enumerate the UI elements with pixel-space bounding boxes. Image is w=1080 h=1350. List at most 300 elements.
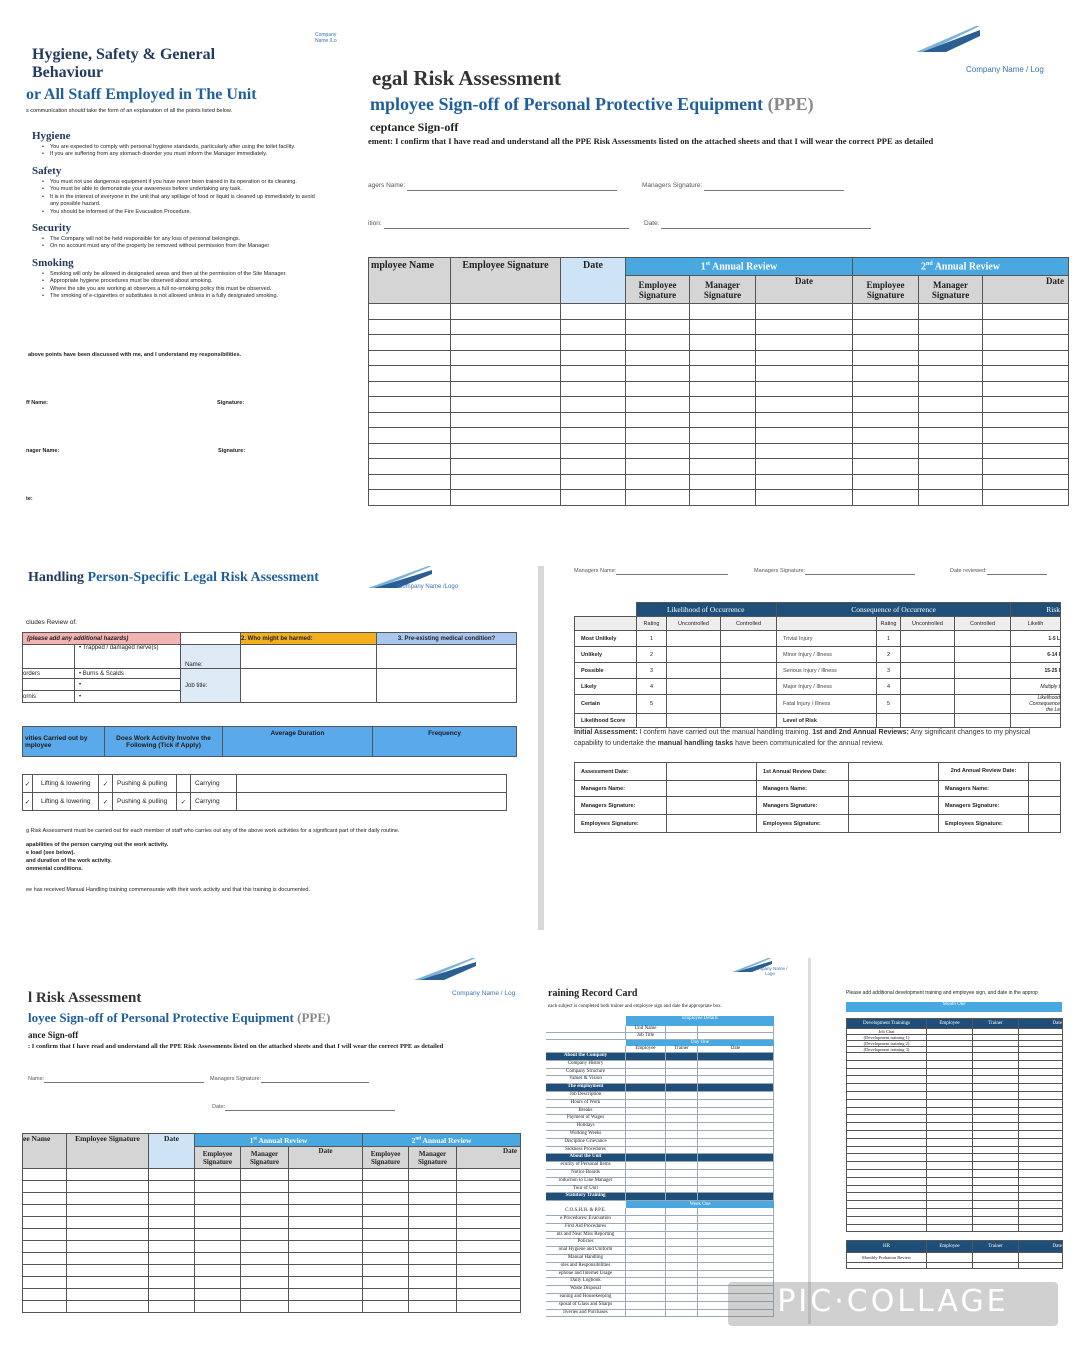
- table-cell[interactable]: [927, 1208, 973, 1216]
- training-cell[interactable]: [698, 1239, 774, 1246]
- uncontrolled-cell[interactable]: [901, 631, 955, 647]
- table-cell[interactable]: [241, 1181, 289, 1193]
- table-cell[interactable]: [927, 1154, 973, 1162]
- job-title-value[interactable]: [241, 669, 377, 703]
- table-cell[interactable]: [457, 1289, 521, 1301]
- training-cell[interactable]: [698, 1115, 774, 1122]
- table-cell[interactable]: [983, 474, 1069, 490]
- uncontrolled-cell[interactable]: [901, 679, 955, 695]
- table-cell[interactable]: [853, 474, 919, 490]
- table-cell[interactable]: [67, 1241, 149, 1253]
- table-cell[interactable]: [919, 304, 983, 320]
- training-cell[interactable]: [626, 1294, 666, 1301]
- training-cell[interactable]: [626, 1247, 666, 1254]
- table-cell[interactable]: [1019, 1201, 1063, 1209]
- controlled-cell[interactable]: [955, 679, 1011, 695]
- table-cell[interactable]: [561, 304, 626, 320]
- table-cell[interactable]: [149, 1205, 195, 1217]
- table-cell[interactable]: [919, 428, 983, 444]
- name-value[interactable]: [241, 645, 377, 669]
- training-cell[interactable]: [698, 1026, 774, 1032]
- table-cell[interactable]: [149, 1289, 195, 1301]
- table-cell[interactable]: [363, 1193, 409, 1205]
- table-cell[interactable]: [973, 1084, 1019, 1092]
- table-cell[interactable]: [847, 1107, 927, 1115]
- table-cell[interactable]: [973, 1177, 1019, 1185]
- training-cell[interactable]: [698, 1147, 774, 1154]
- table-cell[interactable]: [289, 1289, 363, 1301]
- tick-box[interactable]: ✓: [99, 775, 113, 793]
- table-cell[interactable]: [67, 1253, 149, 1265]
- training-cell[interactable]: [666, 1139, 698, 1146]
- table-cell[interactable]: [853, 350, 919, 366]
- training-cell[interactable]: [698, 1170, 774, 1177]
- table-cell[interactable]: [853, 366, 919, 382]
- table-cell[interactable]: [927, 1138, 973, 1146]
- training-cell[interactable]: [666, 1286, 698, 1293]
- table-cell[interactable]: [927, 1053, 973, 1061]
- table-cell[interactable]: [973, 1201, 1019, 1209]
- training-cell[interactable]: [698, 1255, 774, 1262]
- table-cell[interactable]: [289, 1253, 363, 1265]
- table-cell[interactable]: [195, 1265, 241, 1277]
- training-cell[interactable]: [626, 1263, 666, 1270]
- table-cell[interactable]: [289, 1265, 363, 1277]
- table-cell[interactable]: [561, 412, 626, 428]
- training-cell[interactable]: [626, 1069, 666, 1076]
- table-cell[interactable]: [973, 1138, 1019, 1146]
- table-cell[interactable]: [983, 428, 1069, 444]
- table-cell[interactable]: [369, 397, 451, 413]
- table-cell[interactable]: [919, 474, 983, 490]
- controlled-cell[interactable]: [721, 631, 777, 647]
- table-cell[interactable]: [853, 490, 919, 506]
- uncontrolled-cell[interactable]: [667, 647, 721, 663]
- table-cell[interactable]: [853, 381, 919, 397]
- training-cell[interactable]: [626, 1076, 666, 1083]
- table-cell[interactable]: [195, 1181, 241, 1193]
- table-cell[interactable]: [241, 1277, 289, 1289]
- table-cell[interactable]: [23, 1229, 67, 1241]
- table-cell[interactable]: [973, 1193, 1019, 1201]
- training-cell[interactable]: [698, 1123, 774, 1130]
- training-cell[interactable]: [698, 1271, 774, 1278]
- table-cell[interactable]: [973, 1068, 1019, 1076]
- table-cell[interactable]: [847, 1162, 927, 1170]
- table-cell[interactable]: [369, 443, 451, 459]
- table-cell[interactable]: [457, 1217, 521, 1229]
- table-cell[interactable]: [847, 1208, 927, 1216]
- table-cell[interactable]: [149, 1217, 195, 1229]
- date-field[interactable]: [644, 220, 871, 229]
- table-cell[interactable]: [626, 381, 690, 397]
- training-cell[interactable]: [666, 1170, 698, 1177]
- table-cell[interactable]: [363, 1205, 409, 1217]
- training-cell[interactable]: [666, 1061, 698, 1068]
- training-cell[interactable]: [626, 1224, 666, 1231]
- table-cell[interactable]: [369, 412, 451, 428]
- tick-box[interactable]: ✓: [99, 793, 113, 811]
- table-cell[interactable]: [23, 1217, 67, 1229]
- table-cell[interactable]: [626, 350, 690, 366]
- training-cell[interactable]: [698, 1162, 774, 1169]
- table-cell[interactable]: [847, 1084, 927, 1092]
- table-cell[interactable]: [626, 428, 690, 444]
- table-cell[interactable]: [409, 1205, 457, 1217]
- table-cell[interactable]: [983, 366, 1069, 382]
- table-cell[interactable]: [847, 1076, 927, 1084]
- table-cell[interactable]: [756, 459, 853, 475]
- table-cell[interactable]: [241, 1301, 289, 1313]
- table-cell[interactable]: [927, 1169, 973, 1177]
- table-cell[interactable]: [363, 1253, 409, 1265]
- training-cell[interactable]: Unit Name: [626, 1026, 666, 1032]
- training-cell[interactable]: [698, 1186, 774, 1193]
- table-cell[interactable]: [561, 381, 626, 397]
- table-cell[interactable]: [67, 1169, 149, 1181]
- table-cell[interactable]: [451, 350, 561, 366]
- table-cell[interactable]: [457, 1169, 521, 1181]
- table-cell[interactable]: [23, 1265, 67, 1277]
- table-cell[interactable]: [853, 397, 919, 413]
- table-cell[interactable]: [973, 1053, 1019, 1061]
- cell[interactable]: [1019, 1253, 1063, 1263]
- table-cell[interactable]: [847, 1091, 927, 1099]
- table-cell[interactable]: [1019, 1154, 1063, 1162]
- table-cell[interactable]: [457, 1205, 521, 1217]
- table-cell[interactable]: [289, 1277, 363, 1289]
- table-cell[interactable]: [241, 1265, 289, 1277]
- table-cell[interactable]: [241, 1193, 289, 1205]
- table-cell[interactable]: [409, 1169, 457, 1181]
- training-cell[interactable]: [626, 1131, 666, 1138]
- training-cell[interactable]: [626, 1170, 666, 1177]
- table-cell[interactable]: [363, 1217, 409, 1229]
- table-cell[interactable]: [927, 1060, 973, 1068]
- training-cell[interactable]: [698, 1232, 774, 1239]
- table-cell[interactable]: [23, 1301, 67, 1313]
- training-cell[interactable]: [626, 1302, 666, 1309]
- table-cell[interactable]: [241, 1169, 289, 1181]
- table-cell[interactable]: [457, 1229, 521, 1241]
- training-cell[interactable]: [666, 1278, 698, 1285]
- table-cell[interactable]: [690, 490, 756, 506]
- medical-value[interactable]: [377, 645, 517, 669]
- table-cell[interactable]: [983, 304, 1069, 320]
- table-cell[interactable]: [67, 1289, 149, 1301]
- tick-box[interactable]: ✓: [23, 775, 33, 793]
- table-cell[interactable]: [1019, 1162, 1063, 1170]
- table-cell[interactable]: [927, 1130, 973, 1138]
- table-cell[interactable]: [756, 397, 853, 413]
- review2-date-value[interactable]: [1029, 763, 1061, 781]
- uncontrolled-cell[interactable]: [667, 631, 721, 647]
- training-cell[interactable]: [626, 1061, 666, 1068]
- training-cell[interactable]: [698, 1139, 774, 1146]
- review1-date-value[interactable]: [849, 763, 939, 781]
- table-cell[interactable]: [149, 1181, 195, 1193]
- table-cell[interactable]: [690, 397, 756, 413]
- table-cell[interactable]: [1019, 1224, 1063, 1232]
- table-cell[interactable]: [1019, 1076, 1063, 1084]
- training-cell[interactable]: [698, 1154, 774, 1161]
- cell[interactable]: [667, 797, 757, 815]
- table-cell[interactable]: [241, 1229, 289, 1241]
- controlled-cell[interactable]: [955, 695, 1011, 714]
- table-cell[interactable]: [919, 319, 983, 335]
- training-cell[interactable]: [626, 1208, 666, 1215]
- table-cell[interactable]: [369, 459, 451, 475]
- training-cell[interactable]: [666, 1255, 698, 1262]
- training-cell[interactable]: [698, 1061, 774, 1068]
- training-cell[interactable]: [698, 1108, 774, 1115]
- table-cell[interactable]: [451, 474, 561, 490]
- training-cell[interactable]: [666, 1224, 698, 1231]
- table-cell[interactable]: [1019, 1185, 1063, 1193]
- table-cell[interactable]: [847, 1154, 927, 1162]
- table-cell[interactable]: [927, 1162, 973, 1170]
- training-cell[interactable]: [626, 1232, 666, 1239]
- cell[interactable]: [1029, 797, 1061, 815]
- training-cell[interactable]: [698, 1092, 774, 1099]
- table-cell[interactable]: [149, 1265, 195, 1277]
- training-cell[interactable]: [698, 1224, 774, 1231]
- table-cell[interactable]: [847, 1138, 927, 1146]
- training-cell[interactable]: [626, 1239, 666, 1246]
- table-cell[interactable]: [457, 1301, 521, 1313]
- training-cell[interactable]: [666, 1069, 698, 1076]
- training-cell[interactable]: [666, 1247, 698, 1254]
- table-cell[interactable]: [23, 1241, 67, 1253]
- table-cell[interactable]: [195, 1205, 241, 1217]
- table-cell[interactable]: [1019, 1123, 1063, 1131]
- tick-box[interactable]: ✓: [23, 793, 33, 811]
- training-cell[interactable]: [698, 1193, 774, 1200]
- training-cell[interactable]: [698, 1076, 774, 1083]
- table-cell[interactable]: [847, 1123, 927, 1131]
- uncontrolled-cell[interactable]: [901, 663, 955, 679]
- table-cell[interactable]: [561, 490, 626, 506]
- table-cell[interactable]: [457, 1193, 521, 1205]
- training-cell[interactable]: [698, 1084, 774, 1091]
- table-cell[interactable]: [1019, 1053, 1063, 1061]
- table-cell[interactable]: [195, 1193, 241, 1205]
- table-cell[interactable]: [451, 397, 561, 413]
- table-cell[interactable]: [451, 412, 561, 428]
- table-cell[interactable]: [363, 1241, 409, 1253]
- table-cell[interactable]: [756, 443, 853, 459]
- table-cell[interactable]: [67, 1193, 149, 1205]
- table-cell[interactable]: [149, 1253, 195, 1265]
- table-cell[interactable]: [973, 1162, 1019, 1170]
- table-cell[interactable]: [847, 1224, 927, 1232]
- table-cell[interactable]: [927, 1068, 973, 1076]
- training-cell[interactable]: [666, 1239, 698, 1246]
- table-cell[interactable]: [451, 304, 561, 320]
- activity-notes[interactable]: [237, 793, 507, 811]
- table-cell[interactable]: [289, 1205, 363, 1217]
- table-cell[interactable]: [847, 1146, 927, 1154]
- table-cell[interactable]: [1019, 1107, 1063, 1115]
- table-cell[interactable]: [983, 490, 1069, 506]
- table-cell[interactable]: [149, 1241, 195, 1253]
- table-cell[interactable]: [927, 1107, 973, 1115]
- training-cell[interactable]: [698, 1033, 774, 1039]
- managers-signature-field[interactable]: [754, 568, 915, 575]
- training-cell[interactable]: [666, 1092, 698, 1099]
- training-cell[interactable]: [626, 1139, 666, 1146]
- uncontrolled-cell[interactable]: [667, 679, 721, 695]
- table-cell[interactable]: [67, 1265, 149, 1277]
- training-cell[interactable]: [626, 1123, 666, 1130]
- training-cell[interactable]: [666, 1271, 698, 1278]
- table-cell[interactable]: [363, 1301, 409, 1313]
- table-cell[interactable]: [451, 428, 561, 444]
- table-cell[interactable]: [241, 1253, 289, 1265]
- training-cell[interactable]: Employee: [626, 1046, 666, 1052]
- training-cell[interactable]: [698, 1216, 774, 1223]
- assessment-date-value[interactable]: [667, 763, 757, 781]
- table-cell[interactable]: [1019, 1068, 1063, 1076]
- table-cell[interactable]: [363, 1277, 409, 1289]
- table-cell[interactable]: [626, 319, 690, 335]
- table-cell[interactable]: [23, 1289, 67, 1301]
- table-cell[interactable]: [23, 1253, 67, 1265]
- table-cell[interactable]: [369, 350, 451, 366]
- training-cell[interactable]: [626, 1193, 666, 1200]
- table-cell[interactable]: [289, 1169, 363, 1181]
- table-cell[interactable]: [1019, 1084, 1063, 1092]
- training-cell[interactable]: [626, 1216, 666, 1223]
- table-cell[interactable]: [919, 397, 983, 413]
- table-cell[interactable]: [409, 1253, 457, 1265]
- table-cell[interactable]: [1019, 1099, 1063, 1107]
- table-cell[interactable]: [561, 397, 626, 413]
- table-cell[interactable]: [626, 412, 690, 428]
- table-cell[interactable]: [973, 1216, 1019, 1224]
- table-cell[interactable]: [919, 412, 983, 428]
- training-cell[interactable]: [666, 1100, 698, 1107]
- table-cell[interactable]: [363, 1169, 409, 1181]
- table-cell[interactable]: [67, 1277, 149, 1289]
- table-cell[interactable]: [241, 1289, 289, 1301]
- date-reviewed-field[interactable]: [950, 568, 1047, 575]
- training-cell[interactable]: [666, 1154, 698, 1161]
- table-cell[interactable]: [457, 1181, 521, 1193]
- uncontrolled-cell[interactable]: [667, 663, 721, 679]
- training-cell[interactable]: [666, 1123, 698, 1130]
- cell[interactable]: [973, 1263, 1019, 1269]
- training-cell[interactable]: [698, 1178, 774, 1185]
- managers-signature-field[interactable]: [210, 1076, 369, 1083]
- cell[interactable]: [927, 1253, 973, 1263]
- training-cell[interactable]: [626, 1255, 666, 1262]
- table-cell[interactable]: [973, 1099, 1019, 1107]
- table-cell[interactable]: [756, 335, 853, 351]
- table-cell[interactable]: [690, 412, 756, 428]
- table-cell[interactable]: [626, 443, 690, 459]
- training-cell[interactable]: [698, 1263, 774, 1270]
- tick-box[interactable]: ✓: [177, 793, 191, 811]
- training-cell[interactable]: [698, 1208, 774, 1215]
- table-cell[interactable]: [561, 474, 626, 490]
- table-cell[interactable]: [1019, 1138, 1063, 1146]
- table-cell[interactable]: [626, 335, 690, 351]
- table-cell[interactable]: [369, 335, 451, 351]
- cell[interactable]: [849, 797, 939, 815]
- table-cell[interactable]: [195, 1169, 241, 1181]
- table-cell[interactable]: [363, 1289, 409, 1301]
- training-cell[interactable]: [666, 1310, 698, 1317]
- table-cell[interactable]: [983, 350, 1069, 366]
- table-cell[interactable]: [847, 1201, 927, 1209]
- training-cell[interactable]: [626, 1147, 666, 1154]
- controlled-cell[interactable]: [955, 663, 1011, 679]
- table-cell[interactable]: [195, 1301, 241, 1313]
- table-cell[interactable]: [561, 459, 626, 475]
- table-cell[interactable]: [67, 1217, 149, 1229]
- table-cell[interactable]: [690, 381, 756, 397]
- table-cell[interactable]: [149, 1193, 195, 1205]
- table-cell[interactable]: [847, 1193, 927, 1201]
- training-cell[interactable]: [626, 1053, 666, 1060]
- table-cell[interactable]: [289, 1193, 363, 1205]
- table-cell[interactable]: [927, 1185, 973, 1193]
- table-cell[interactable]: [919, 335, 983, 351]
- training-cell[interactable]: [666, 1193, 698, 1200]
- training-cell[interactable]: [626, 1278, 666, 1285]
- training-cell[interactable]: Date: [698, 1046, 774, 1052]
- table-cell[interactable]: [369, 319, 451, 335]
- training-cell[interactable]: [666, 1084, 698, 1091]
- table-cell[interactable]: [561, 350, 626, 366]
- training-cell[interactable]: [626, 1162, 666, 1169]
- table-cell[interactable]: [626, 304, 690, 320]
- table-cell[interactable]: [289, 1241, 363, 1253]
- table-cell[interactable]: [847, 1185, 927, 1193]
- table-cell[interactable]: [67, 1229, 149, 1241]
- table-cell[interactable]: [241, 1217, 289, 1229]
- cell[interactable]: [1029, 815, 1061, 833]
- table-cell[interactable]: [973, 1091, 1019, 1099]
- table-cell[interactable]: [363, 1265, 409, 1277]
- table-cell[interactable]: [561, 366, 626, 382]
- table-cell[interactable]: [23, 1193, 67, 1205]
- date-field[interactable]: [212, 1104, 395, 1111]
- table-cell[interactable]: [927, 1099, 973, 1107]
- table-cell[interactable]: [690, 350, 756, 366]
- table-cell[interactable]: [409, 1193, 457, 1205]
- table-cell[interactable]: [847, 1169, 927, 1177]
- table-cell[interactable]: [451, 443, 561, 459]
- table-cell[interactable]: [983, 443, 1069, 459]
- table-cell[interactable]: [973, 1076, 1019, 1084]
- table-cell[interactable]: [289, 1181, 363, 1193]
- training-cell[interactable]: [626, 1092, 666, 1099]
- table-cell[interactable]: [927, 1091, 973, 1099]
- table-cell[interactable]: [973, 1146, 1019, 1154]
- table-cell[interactable]: [1019, 1091, 1063, 1099]
- training-cell[interactable]: [626, 1100, 666, 1107]
- table-cell[interactable]: [927, 1201, 973, 1209]
- table-cell[interactable]: [451, 459, 561, 475]
- table-cell[interactable]: [756, 319, 853, 335]
- training-cell[interactable]: Job Title: [626, 1033, 666, 1039]
- training-cell[interactable]: [666, 1108, 698, 1115]
- table-cell[interactable]: [457, 1241, 521, 1253]
- training-cell[interactable]: [666, 1115, 698, 1122]
- table-cell[interactable]: [241, 1241, 289, 1253]
